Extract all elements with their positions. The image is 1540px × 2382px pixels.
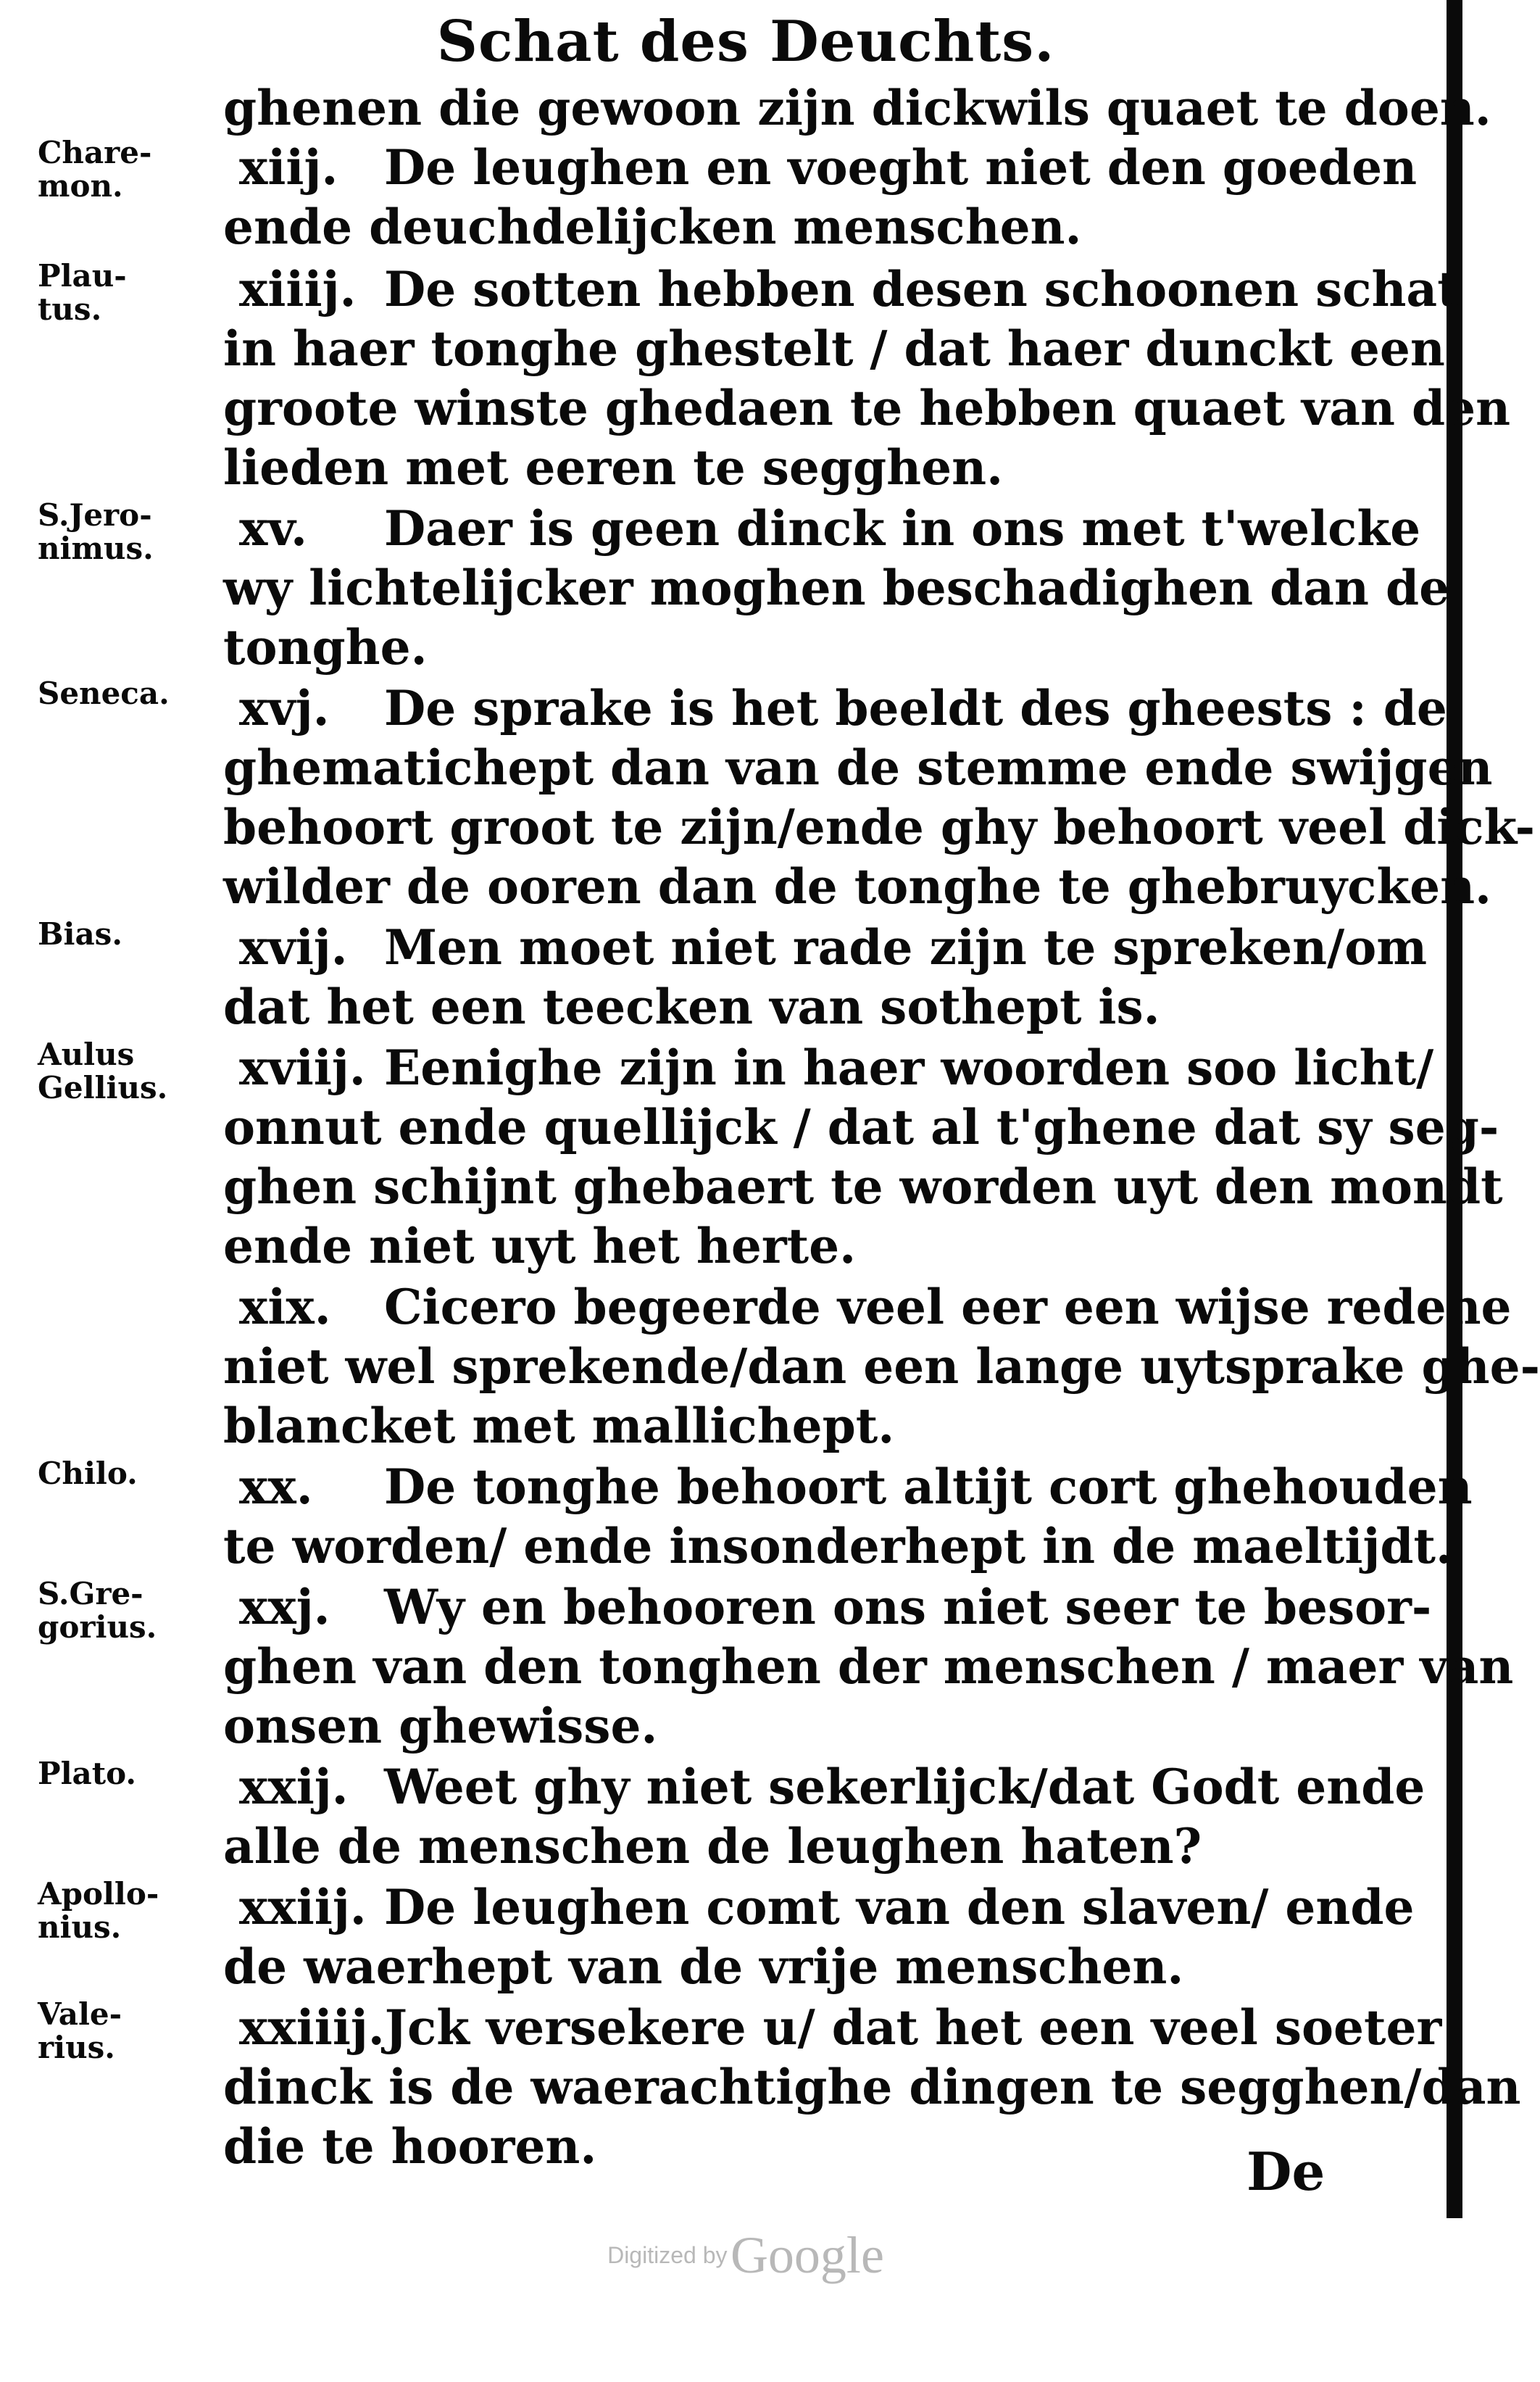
line-text: De sotten hebben desen schoonen schat xyxy=(384,261,1460,318)
line-text: De leughen comt van den slaven/ ende xyxy=(384,1879,1415,1935)
google-logo: Google xyxy=(730,2226,884,2284)
text-line xyxy=(223,977,1397,1037)
line-text: Daer is geen dinck in ons met t'welcke xyxy=(384,500,1421,557)
watermark-digitized-by: Digitized by xyxy=(607,2242,728,2268)
line-text: Jck versekere u/ dat het een veel soeter xyxy=(384,1999,1442,2056)
google-watermark xyxy=(0,2225,1491,2286)
line-text: Weet ghy niet sekerlijck/dat Godt ende xyxy=(384,1759,1425,1815)
line-text: dinck is de waerachtighe dingen te segghen/dan xyxy=(223,2059,1521,2115)
line-text: wy lichtelijcker moghen beschadighen dan de xyxy=(223,560,1450,616)
text-line xyxy=(223,1696,1397,1756)
verse-number: xxiij. xyxy=(239,1879,367,1935)
text-line xyxy=(223,1757,1425,1817)
line-text: Men moet niet rade zijn te spreken/om xyxy=(384,919,1428,976)
line-text: onnut ende quellijck / dat al t'ghene dat sy seg- xyxy=(223,1099,1499,1155)
verse-number: xxij. xyxy=(239,1759,349,1815)
text-line xyxy=(223,1998,1442,2057)
text-line xyxy=(223,499,1421,558)
verse-number: xiiij. xyxy=(239,261,357,318)
text-line xyxy=(223,78,1491,138)
text-line xyxy=(223,1097,1499,1157)
text-line xyxy=(223,1277,1512,1337)
text-line xyxy=(223,1516,1452,1576)
text-line xyxy=(223,197,1397,257)
line-text: ghematichept dan van de stemme ende swijgen xyxy=(223,739,1493,796)
text-line xyxy=(223,1396,1397,1456)
line-text: De sprake is het beeldt des gheests : de xyxy=(384,680,1447,736)
verse-number: xviij. xyxy=(239,1039,366,1096)
text-line xyxy=(223,1937,1397,1996)
line-text: Eenighe zijn in haer woorden soo licht/ xyxy=(384,1039,1434,1096)
line-text: Wy en behooren ons niet seer te besor- xyxy=(384,1579,1432,1635)
text-line xyxy=(223,260,1460,319)
author-margin-note: Vale- rius. xyxy=(38,1996,122,2065)
verse-number: xvj. xyxy=(239,680,330,736)
text-line xyxy=(223,797,1536,857)
author-margin-note: Plato. xyxy=(38,1756,137,1791)
author-margin-note: Bias. xyxy=(38,916,122,952)
text-line xyxy=(223,1577,1432,1637)
author-margin-note: Plau- tus. xyxy=(38,258,127,327)
running-header: Schat des Deuchts. xyxy=(436,9,1055,75)
line-text: ghen van den tonghen der menschen / maer van xyxy=(223,1638,1514,1695)
text-line xyxy=(223,438,1397,497)
line-text: lieden met eeren te segghen. xyxy=(223,439,1004,496)
text-line xyxy=(223,1337,1540,1396)
author-margin-note: Apollo- nius. xyxy=(38,1876,159,1945)
verse-number: xv. xyxy=(239,500,308,557)
line-text: niet wel sprekende/dan een lange uytsprake ghe- xyxy=(223,1338,1540,1395)
text-line xyxy=(223,2057,1521,2117)
line-text: De leughen en voeght niet den goeden xyxy=(384,139,1418,196)
line-text: ghen schijnt ghebaert te worden uyt den mondt xyxy=(223,1158,1503,1215)
line-text: dat het een teecken van sothept is. xyxy=(223,979,1160,1035)
verse-number: xix. xyxy=(239,1279,331,1335)
line-text: in haer tonghe ghestelt / dat haer dunckt een xyxy=(223,320,1445,377)
text-line xyxy=(223,1157,1503,1216)
line-text: Cicero begeerde veel eer een wijse redene xyxy=(384,1279,1512,1335)
line-text: tonghe. xyxy=(223,619,428,676)
text-line xyxy=(223,1216,1397,1276)
line-text: ende deuchdelijcken menschen. xyxy=(223,199,1082,255)
text-line xyxy=(223,679,1447,738)
text-line xyxy=(223,138,1418,197)
text-line xyxy=(223,319,1445,378)
text-line xyxy=(223,378,1511,438)
text-line xyxy=(223,1038,1434,1097)
author-margin-note: Seneca. xyxy=(38,676,170,711)
line-text: wilder de ooren dan de tonghe te ghebruycken. xyxy=(223,858,1492,915)
verse-number: xx. xyxy=(239,1458,313,1515)
author-margin-note: Aulus Gellius. xyxy=(38,1037,168,1105)
line-text: behoort groot te zijn/ende ghy behoort veel dick- xyxy=(223,799,1536,855)
line-text: ende niet uyt het herte. xyxy=(223,1218,857,1274)
line-text: blancket met mallichept. xyxy=(223,1398,895,1454)
text-line xyxy=(223,1877,1415,1937)
line-text: alle de menschen de leughen haten? xyxy=(223,1818,1202,1875)
text-line xyxy=(223,857,1492,916)
text-line xyxy=(223,1817,1397,1876)
text-line xyxy=(223,918,1428,977)
verse-number: xxiiij. xyxy=(239,1999,385,2056)
text-line xyxy=(223,2117,1397,2176)
author-margin-note: S.Jero- nimus. xyxy=(38,497,154,566)
author-margin-note: Chare- mon. xyxy=(38,135,152,204)
line-text: groote winste ghedaen te hebben quaet van den xyxy=(223,380,1511,436)
line-text: onsen ghewisse. xyxy=(223,1698,658,1754)
author-margin-note: S.Gre- gorius. xyxy=(38,1576,157,1645)
text-line xyxy=(223,1637,1514,1696)
line-text: die te hooren. xyxy=(223,2118,597,2175)
line-text: te worden/ ende insonderhept in de maeltijdt. xyxy=(223,1518,1452,1574)
catchword: De xyxy=(1246,2141,1325,2202)
line-text: ghenen die gewoon zijn dickwils quaet te doen. xyxy=(223,80,1491,136)
text-line xyxy=(223,558,1450,618)
text-line xyxy=(223,1457,1473,1516)
author-margin-note: Chilo. xyxy=(38,1456,138,1491)
verse-number: xvij. xyxy=(239,919,348,976)
line-text: de waerhept van de vrije menschen. xyxy=(223,1938,1184,1995)
line-text: De tonghe behoort altijt cort ghehouden xyxy=(384,1458,1473,1515)
verse-number: xxj. xyxy=(239,1579,330,1635)
text-line xyxy=(223,618,1397,677)
verse-number: xiij. xyxy=(239,139,338,196)
text-line xyxy=(223,738,1493,797)
